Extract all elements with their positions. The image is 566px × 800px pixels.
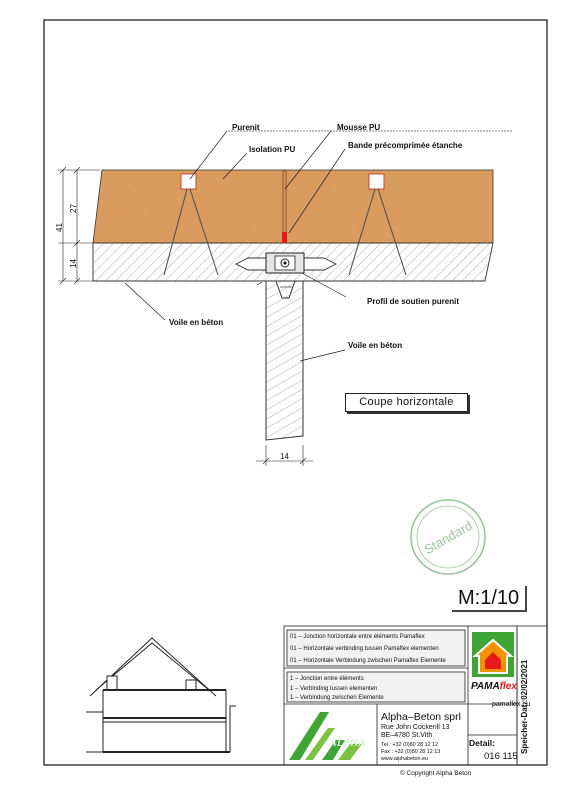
sub-line: 1 – Jonction entre éléments: [290, 676, 364, 682]
insulation-layer: [93, 170, 493, 243]
detail-label: Detail:: [469, 738, 495, 748]
pamaflex-brand: [471, 681, 517, 692]
company-fax: Fax : +32 (0)80 28 12 13: [381, 749, 441, 755]
label-purenit: Purenit: [232, 123, 260, 132]
label-profil: Profil de soutien purenit: [367, 297, 460, 306]
alpha-logo-text: ALPHA: [328, 738, 368, 748]
company-web: www.alphabeton.eu: [381, 756, 429, 762]
saved-date: Speicher-Dat.:02/02/2021: [520, 659, 529, 754]
purenit-block-left: [181, 174, 196, 189]
brand-name-a: PAMA: [471, 681, 500, 692]
label-isolation-pu: Isolation PU: [249, 145, 296, 154]
brand-name-b: flex: [499, 681, 517, 692]
company-city: BE–4780 St.Vith: [381, 732, 433, 739]
label-voile-left: Voile en béton: [169, 318, 224, 327]
stamp-text: Standard: [421, 517, 475, 558]
house-sketch: [86, 638, 236, 752]
company-street: Rue John Cockerill 13: [381, 724, 450, 731]
alpha-beton-logo: [289, 712, 362, 760]
purenit-block-right: [369, 174, 384, 189]
section-title: Coupe horizontale: [345, 393, 468, 412]
company-tel: Tel : +32 (0)80 28 12 12: [381, 742, 439, 748]
label-mousse-pu: Mousse PU: [337, 123, 381, 132]
description-line: 01 – Horizontale verbinding tussen Pamaflex elementen: [290, 646, 439, 652]
description-line: 01 – Jonction horizontale entre éléments Pamaflex: [290, 634, 425, 640]
pamaflex-url: pamaflex.eu: [492, 701, 531, 708]
sub-line: 1 – Verbindung zwischen Elemente: [290, 695, 384, 701]
pamaflex-logo: [472, 632, 514, 677]
concrete-wall: [266, 281, 303, 440]
dim-wall-width: 14: [280, 452, 289, 461]
dim-total: 41: [55, 223, 64, 232]
company-name: Alpha–Beton sprl: [381, 711, 461, 723]
label-voile-right: Voile en béton: [348, 341, 403, 350]
label-bande: Bande précomprimée étanche: [348, 141, 463, 150]
dim-upper: 27: [69, 204, 78, 213]
scale-label: M:1/10: [452, 586, 527, 612]
standard-stamp: [407, 496, 489, 578]
copyright: © Copyright Alpha Beton: [400, 770, 472, 777]
detail-number: 016 115: [484, 751, 518, 762]
dim-lower: 14: [69, 259, 78, 268]
description-line: 01 – Horizontale Verbindung zwischen Pamaflex Elemente: [290, 658, 446, 664]
sub-line: 1 – Verbinding tussen elementen: [290, 686, 378, 692]
